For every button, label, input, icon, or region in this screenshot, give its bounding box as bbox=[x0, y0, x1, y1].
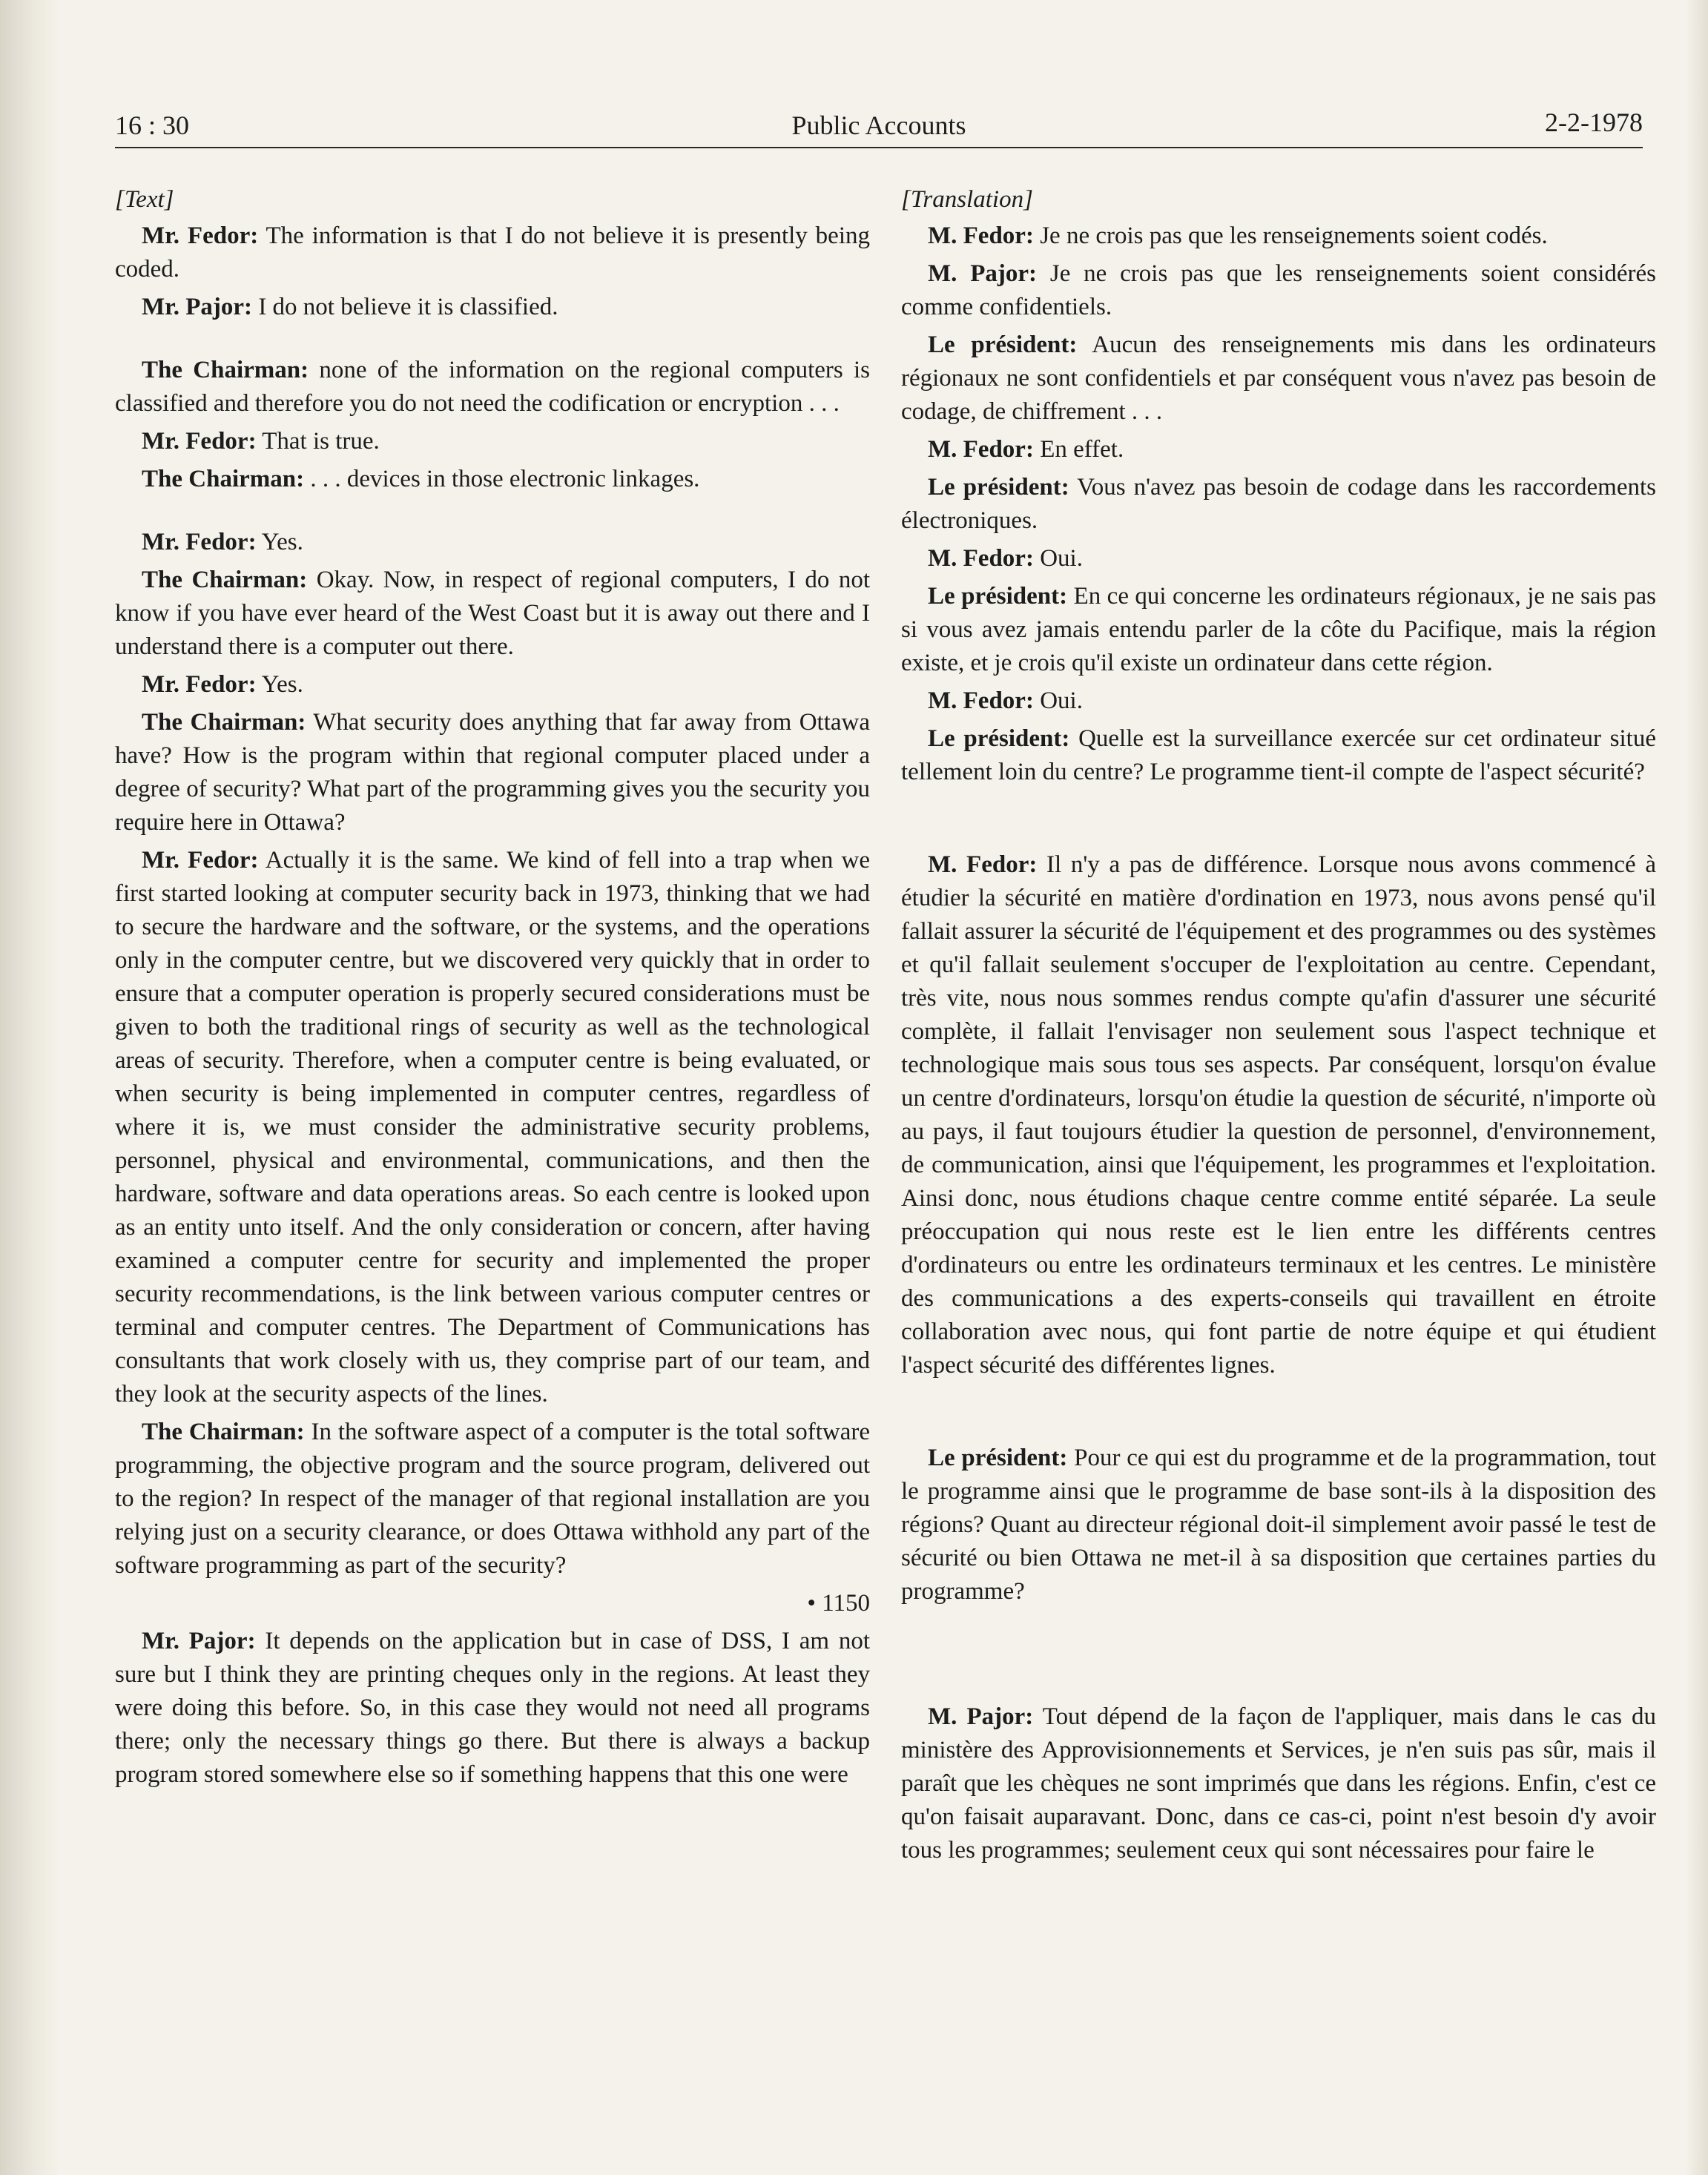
speaker: Mr. Fedor: bbox=[142, 428, 257, 455]
paragraph bbox=[901, 542, 1656, 575]
paragraph-text: En effet. bbox=[1040, 436, 1124, 463]
speaker: M. Fedor: bbox=[928, 545, 1034, 572]
paragraph-text: Je ne crois pas que les renseignements soient considérés comme confidentiels. bbox=[901, 260, 1656, 320]
page-number: 16 : 30 bbox=[115, 110, 190, 140]
paragraph bbox=[115, 463, 870, 496]
paragraph-text: I do not believe it is classified. bbox=[258, 294, 558, 320]
speaker: The Chairman: bbox=[142, 1419, 305, 1445]
paragraph-text: In the software aspect of a computer is the total software programming, the objective program and the source program, delivered out to the region? In respect of the manager of that regional installation are you relying just on a security clearance, or does Ottawa withhold any part of the software programming as part of the security? bbox=[115, 1419, 870, 1579]
paragraph bbox=[115, 425, 870, 458]
speaker: The Chairman: bbox=[142, 466, 305, 492]
paragraph bbox=[901, 257, 1656, 324]
paragraph bbox=[901, 848, 1656, 1382]
paragraph bbox=[115, 1625, 870, 1792]
paragraph-text: Yes. bbox=[261, 671, 303, 698]
paragraph-text: Pour ce qui est du programme et de la programmation, tout le programme ainsi que le programme de base sont-ils à la disposition des régions? Quant au directeur régional doit-il simplement avoir passé le test de sécurité ou bien Ottawa ne met-il à sa disposition que certaines parties du programme? bbox=[901, 1445, 1656, 1605]
paragraph bbox=[901, 1442, 1656, 1608]
paragraph-text: Oui. bbox=[1040, 545, 1083, 572]
paragraph bbox=[901, 580, 1656, 680]
paragraph-text: Il n'y a pas de différence. Lorsque nous avons commencé à étudier la sécurité en matière d'ordination en 1973, nous avons pensé qu'il fallait assurer la sécurité de l'équipement et des programmes ou des systèmes et qu'il fallait seulement s'occuper de l'exploitation au centre. Cependant, très vite, nous nous sommes rendus compte qu'afin d'assurer une sécurité complète, il fallait l'envisager non seulement sous l'aspect technique et technologique mais sous tous ses aspects. Par conséquent, lorsqu'on évalue un centre d'ordinateurs, lorsqu'on étudie la question de sécurité, n'importe où au pays, il faut toujours étudier la question de personnel, d'environnement, de communication, ainsi que l'équipement, les programmes et l'exploitation. Ainsi donc, nous étudions chaque centre comme entité séparée. La seule préoccupation qui nous reste est le lien entre les différents centres d'ordinateurs ou entre les ordinateurs terminaux et les centres. Le ministère des communications a des experts-conseils qui travaillent en étroite collaboration avec nous, qui font partie de notre équipe et qui étudient l'aspect sécurité des différentes lignes. bbox=[901, 851, 1656, 1379]
french-column bbox=[901, 183, 1656, 1872]
paragraph-text: Yes. bbox=[261, 529, 303, 555]
paragraph-text: Okay. Now, in respect of regional computers, I do not know if you have ever heard of the West Coast but it is away out there and I understand there is a computer out there. bbox=[115, 567, 871, 660]
paragraph bbox=[115, 354, 870, 420]
speaker: Mr. Fedor: bbox=[142, 671, 257, 698]
paragraph bbox=[115, 564, 870, 664]
paragraph-text: Vous n'avez pas besoin de codage dans les raccordements électroniques. bbox=[901, 474, 1656, 534]
speaker: Le président: bbox=[928, 583, 1068, 610]
paragraph bbox=[901, 220, 1656, 253]
english-column bbox=[115, 183, 870, 1796]
paragraph bbox=[901, 1700, 1656, 1867]
paragraph-text: Actually it is the same. We kind of fell into a trap when we first started looking at computer security back in 1973, thinking that we had to secure the hardware and the software, or the systems, and the operations only in the computer centre, but we discovered very quickly that in order to ensure that a computer operation is properly secured considerations must be given to both the traditional rings of security as well as the technological areas of security. Therefore, when a computer centre is being evaluated, or when security is being implemented in computer centres, regardless of where it is, we must consider the administrative security problems, personnel, physical and environmental, communications, and then the hardware, software and data operations areas. So each centre is looked upon as an entity unto itself. And the only consideration or concern, after having examined a computer centre for security and implemented the proper security recommendations, is the link between various computer centres or terminal and computer centres. The Department of Communications has consultants that work closely with us, they comprise part of our team, and they look at the security aspects of the lines. bbox=[115, 847, 871, 1407]
speaker: M. Fedor: bbox=[928, 222, 1034, 249]
paragraph-text: It depends on the application but in case of DSS, I am not sure but I think they are printing cheques only in the regions. At least they were doing this before. So, in this case they would not need all programs there; only the necessary things go there. But there is always a backup program stored somewhere else so if something happens that this one were bbox=[115, 1628, 870, 1788]
paragraph-text: Tout dépend de la façon de l'appliquer, mais dans le cas du ministère des Approvisionnements et Services, je n'en suis pas sûr, mais il paraît que les chèques ne sont imprimés que dans les régions. Enfin, c'est ce qu'on faisait auparavant. Donc, dans ce cas-ci, point n'est besoin d'y avoir tous les programmes; seulement ceux qui sont nécessaires pour faire le bbox=[901, 1703, 1657, 1864]
page-title: Public Accounts bbox=[791, 110, 966, 140]
speaker: Mr. Fedor: bbox=[142, 222, 259, 249]
paragraph bbox=[115, 706, 870, 839]
column-label: [Translation] bbox=[901, 186, 1033, 213]
page-edge-shadow bbox=[0, 0, 59, 2175]
speaker: Le président: bbox=[928, 474, 1069, 501]
paragraph bbox=[115, 1416, 870, 1582]
paragraph bbox=[115, 668, 870, 702]
paragraph-text: The information is that I do not believe it is presently being coded. bbox=[115, 222, 870, 283]
time-marker: • 1150 bbox=[807, 1590, 870, 1617]
speaker: Mr. Pajor: bbox=[142, 294, 253, 320]
header-rule bbox=[115, 147, 1643, 148]
paragraph-text: En ce qui concerne les ordinateurs régionaux, je ne sais pas si vous avez jamais entendu parler de la côte du Pacifique, mais la région existe, et je crois qu'il existe un ordinateur dans cette région. bbox=[901, 583, 1657, 676]
paragraph bbox=[115, 291, 870, 324]
speaker: The Chairman: bbox=[142, 709, 306, 736]
speaker: Mr. Fedor: bbox=[142, 529, 257, 555]
paragraph-text: That is true. bbox=[262, 428, 380, 455]
paragraph bbox=[901, 329, 1656, 429]
paragraph-text: Oui. bbox=[1040, 687, 1083, 714]
paragraph bbox=[115, 526, 870, 559]
speaker: M. Fedor: bbox=[928, 851, 1038, 878]
speaker: M. Fedor: bbox=[928, 436, 1034, 463]
speaker: M. Pajor: bbox=[928, 1703, 1034, 1730]
page-date: 2-2-1978 bbox=[1545, 108, 1643, 137]
paragraph-text: What security does anything that far away from Ottawa have? How is the program within that regional computer placed under a degree of security? What part of the programming gives you the security you require here in Ottawa? bbox=[115, 709, 870, 836]
paragraph-text: none of the information on the regional computers is classified and therefore you do not need the codification or encryption . . . bbox=[115, 357, 870, 417]
speaker: M. Pajor: bbox=[928, 260, 1038, 287]
paragraph bbox=[901, 471, 1656, 538]
speaker: M. Fedor: bbox=[928, 687, 1034, 714]
speaker: Le président: bbox=[928, 1445, 1068, 1471]
paragraph bbox=[901, 684, 1656, 718]
paragraph-text: Aucun des renseignements mis dans les ordinateurs régionaux ne sont confidentiels et par conséquent vous n'avez pas besoin de codage, de chiffrement . . . bbox=[901, 331, 1656, 425]
column-label: [Text] bbox=[115, 186, 174, 213]
paragraph bbox=[901, 722, 1656, 789]
paragraph-text: Quelle est la surveillance exercée sur cet ordinateur situé tellement loin du centre? Le programme tient-il compte de l'aspect sécurité? bbox=[901, 725, 1656, 785]
speaker: Mr. Pajor: bbox=[142, 1628, 256, 1654]
speaker: Le président: bbox=[928, 331, 1078, 358]
page-header bbox=[115, 104, 1643, 148]
speaker: Le président: bbox=[928, 725, 1070, 752]
speaker: The Chairman: bbox=[142, 567, 308, 593]
paragraph-text: Je ne crois pas que les renseignements soient codés. bbox=[1040, 222, 1548, 249]
speaker: The Chairman: bbox=[142, 357, 309, 383]
paragraph bbox=[115, 844, 870, 1411]
paragraph bbox=[901, 433, 1656, 466]
paragraph bbox=[115, 220, 870, 286]
page-edge-right bbox=[1686, 0, 1708, 2175]
speaker: Mr. Fedor: bbox=[142, 847, 259, 874]
paragraph-text: . . . devices in those electronic linkages. bbox=[310, 466, 700, 492]
